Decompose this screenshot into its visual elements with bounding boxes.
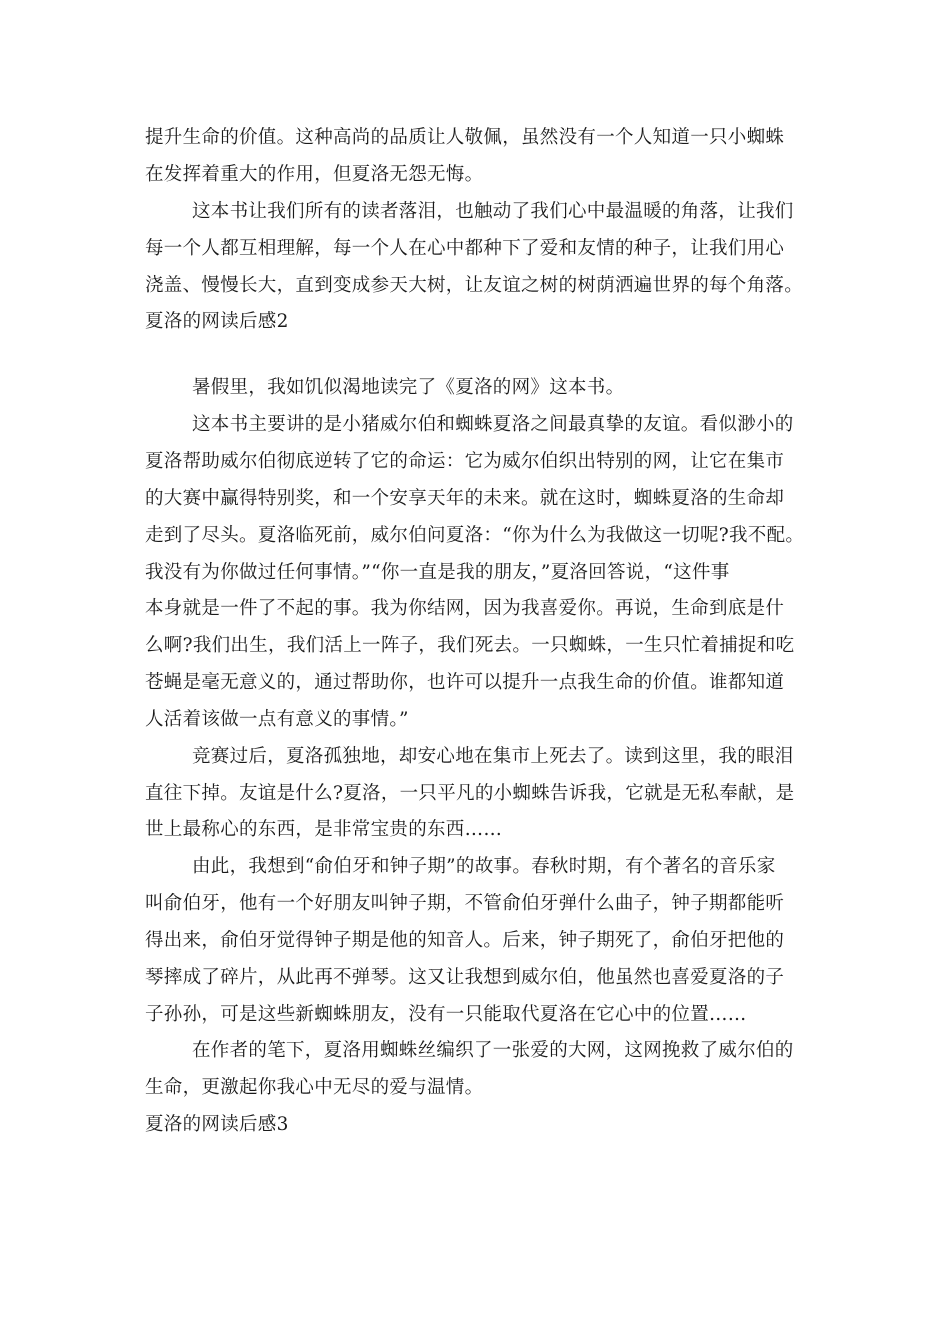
section-heading: 夏洛的网读后感2 <box>145 311 289 332</box>
paragraph-line: 提升生命的价值。这种高尚的品质让人敬佩，虽然没有一个人知道一只小蜘蛛 <box>145 127 785 148</box>
paragraph-line: 生命，更激起你我心中无尽的爱与温情。 <box>145 1077 484 1098</box>
section-heading: 夏洛的网读后感3 <box>145 1114 289 1135</box>
paragraph-line: 叫俞伯牙，他有一个好朋友叫钟子期，不管俞伯牙弹什么曲子，钟子期都能听 <box>145 893 785 914</box>
paragraph-line: 我没有为你做过任何事情。”“你一直是我的朋友，”夏洛回答说，“这件事 <box>145 562 730 583</box>
paragraph-line: 每一个人都互相理解，每一个人在心中都种下了爱和友情的种子，让我们用心 <box>145 238 785 259</box>
paragraph-line: 竞赛过后，夏洛孤独地，却安心地在集市上死去了。读到这里，我的眼泪 <box>192 746 794 767</box>
paragraph-line: 得出来，俞伯牙觉得钟子期是他的知音人。后来，钟子期死了，俞伯牙把他的 <box>145 930 785 951</box>
paragraph-line: 由此，我想到“俞伯牙和钟子期”的故事。春秋时期，有个著名的音乐家 <box>192 856 776 877</box>
paragraph-line: 直往下掉。友谊是什么?夏洛，一只平凡的小蜘蛛告诉我，它就是无私奉献，是 <box>145 783 795 804</box>
paragraph-line: 琴摔成了碎片，从此再不弹琴。这又让我想到威尔伯，他虽然也喜爱夏洛的子 <box>145 967 785 988</box>
paragraph-line: 人活着该做一点有意义的事情。” <box>145 709 409 730</box>
paragraph-line: 这本书让我们所有的读者落泪，也触动了我们心中最温暖的角落，让我们 <box>192 201 794 222</box>
paragraph-line: 夏洛帮助威尔伯彻底逆转了它的命运：它为威尔伯织出特别的网，让它在集市 <box>145 451 785 472</box>
paragraph-line: 这本书主要讲的是小猪威尔伯和蜘蛛夏洛之间最真挚的友谊。看似渺小的 <box>192 414 794 435</box>
paragraph-line: 浇盖、慢慢长大，直到变成参天大树，让友谊之树的树荫洒遍世界的每个角落。 <box>145 275 804 296</box>
paragraph-line: 苍蝇是毫无意义的，通过帮助你，也许可以提升一点我生命的价值。谁都知道 <box>145 672 785 693</box>
paragraph-line: 在发挥着重大的作用，但夏洛无怨无悔。 <box>145 164 484 185</box>
paragraph-line: 走到了尽头。夏洛临死前，威尔伯问夏洛：“你为什么为我做这一切呢?我不配。 <box>145 525 805 546</box>
paragraph-line: 么啊?我们出生，我们活上一阵子，我们死去。一只蜘蛛，一生只忙着捕捉和吃 <box>145 635 795 656</box>
paragraph-line: 本身就是一件了不起的事。我为你结网，因为我喜爱你。再说，生命到底是什 <box>145 598 785 619</box>
paragraph-line: 暑假里，我如饥似渴地读完了《夏洛的网》这本书。 <box>192 377 625 398</box>
paragraph-line: 世上最称心的东西，是非常宝贵的东西…… <box>145 819 503 840</box>
paragraph-line: 在作者的笔下，夏洛用蜘蛛丝编织了一张爱的大网，这网挽救了威尔伯的 <box>192 1040 794 1061</box>
paragraph-line: 的大赛中赢得特别奖，和一个安享天年的未来。就在这时，蜘蛛夏洛的生命却 <box>145 488 785 509</box>
paragraph-line: 子孙孙，可是这些新蜘蛛朋友，没有一只能取代夏洛在它心中的位置…… <box>145 1004 747 1025</box>
